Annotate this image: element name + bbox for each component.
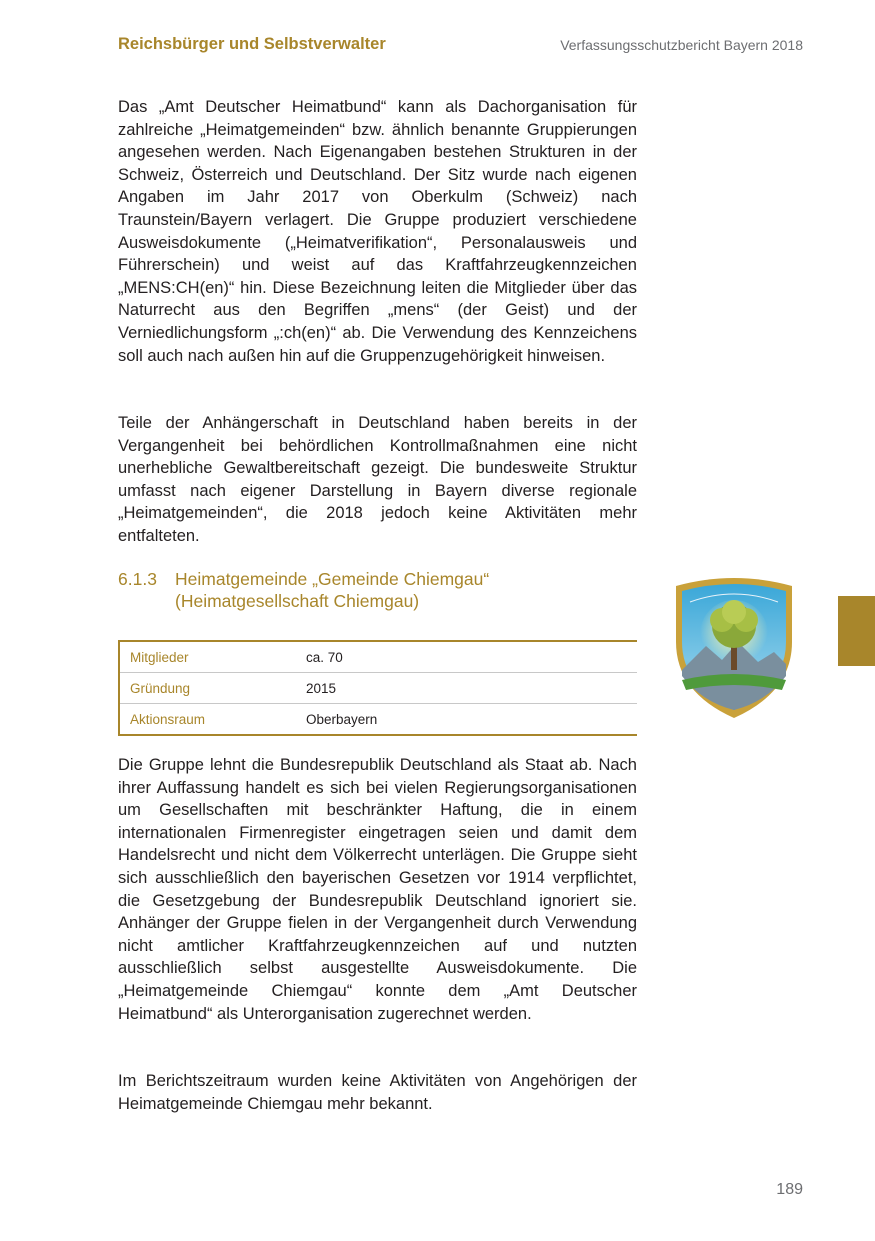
paragraph-gruppe-lehnt-ab: Die Gruppe lehnt die Bundesrepublik Deutschland als Staat ab. Nach ihrer Auffassung handelt es sich bei vielen Regierungsorganisationen um Gesellschaften mit beschränkter Haftung, die in einem internationalen Firmenregister eingetragen seien und damit dem Handelsrecht und nicht dem Völkerrecht unterlägen. Die Gruppe sieht sich ausschließlich den bayerischen Gesetzen vor 1914 verpflichtet, die Gesetzgebung der Bundesrepublik Deutschland ignoriert sie. Anhänger der Gruppe fielen in der Vergangenheit durch Verwendung nicht amtlicher Kraftfahrzeugkennzeichen auf und nutzten ausschließlich selbst ausgestellte Ausweisdokumente. Die „Heimatgemeinde Chiemgau“ konnte dem „Amt Deutscher Heimatbund“ als Unterorganisation zugerechnet werden. [118,756,637,1023]
section-title-line-1: Heimatgemeinde „Gemeinde Chiemgau“ [175,569,490,589]
paragraph-amt-deutscher-heimatbund: Das „Amt Deutscher Heimatbund“ kann als Dachorganisation für zahlreiche „Heimatgemeinden“ bzw. ähnlich benannte Gruppierungen angesehen werden. Nach Eigenangaben bestehen Strukturen in der Schweiz, Österreich und Deutschland. Der Sitz wurde nach eigenen Angaben im Jahr 2017 von Oberkulm (Schweiz) nach Traunstein/Bayern verlagert. Die Gruppe produziert verschiedene Ausweisdokumente („Heimatverifikation“, Personalausweis und Führerschein) und weist auf das Kraftfahrzeugkennzeichen „MENS:CH(en)“ hin. Diese Bezeichnung leiten die Mitglieder über das Naturrecht aus den Begriffen „mens“ (der Geist) und der Verniedlichungsform „:ch(en)“ ab. Die Verwendung des Kennzeichens soll auch nach außen hin auf die Gruppenzugehörigkeit hinweisen. [118,98,637,365]
section-title-line-2: (Heimatgesellschaft Chiemgau) [175,591,420,611]
section-heading [118,568,489,612]
fact-value: Oberbayern [306,711,378,727]
chapter-tab-marker [838,596,875,666]
fact-value: ca. 70 [306,649,343,665]
facts-row-mitglieder [120,642,637,673]
section-number: 6.1.3 [118,569,157,589]
facts-table [118,640,637,736]
facts-row-gruendung [120,673,637,704]
facts-row-aktionsraum [120,704,637,734]
fact-label: Aktionsraum [130,711,206,727]
page-number: 189 [776,1181,803,1198]
running-head-section-title: Reichsbürger und Selbstverwalter [118,35,386,53]
fact-label: Gründung [130,680,191,696]
fact-value: 2015 [306,680,337,696]
paragraph-berichtszeitraum: Im Berichtszeitraum wurden keine Aktivitäten von Angehörigen der Heimatgemeinde Chiemgau mehr bekannt. [118,1072,637,1113]
paragraph-anhaengerschaft: Teile der Anhängerschaft in Deutschland haben bereits in der Vergangenheit bei behördlichen Kontrollmaßnahmen eine nicht unerhebliche Gewaltbereitschaft gezeigt. Die bundesweite Struktur umfasst nach eigener Darstellung in Bayern diverse regionale „Heimatgemeinden“, die 2018 jedoch keine Aktivitäten mehr entfalteten. [118,414,637,545]
heimatgesellschaft-chiemgau-emblem-icon [666,572,802,720]
running-head-report-title: Verfassungsschutzbericht Bayern 2018 [560,37,803,53]
fact-label: Mitglieder [130,649,189,665]
